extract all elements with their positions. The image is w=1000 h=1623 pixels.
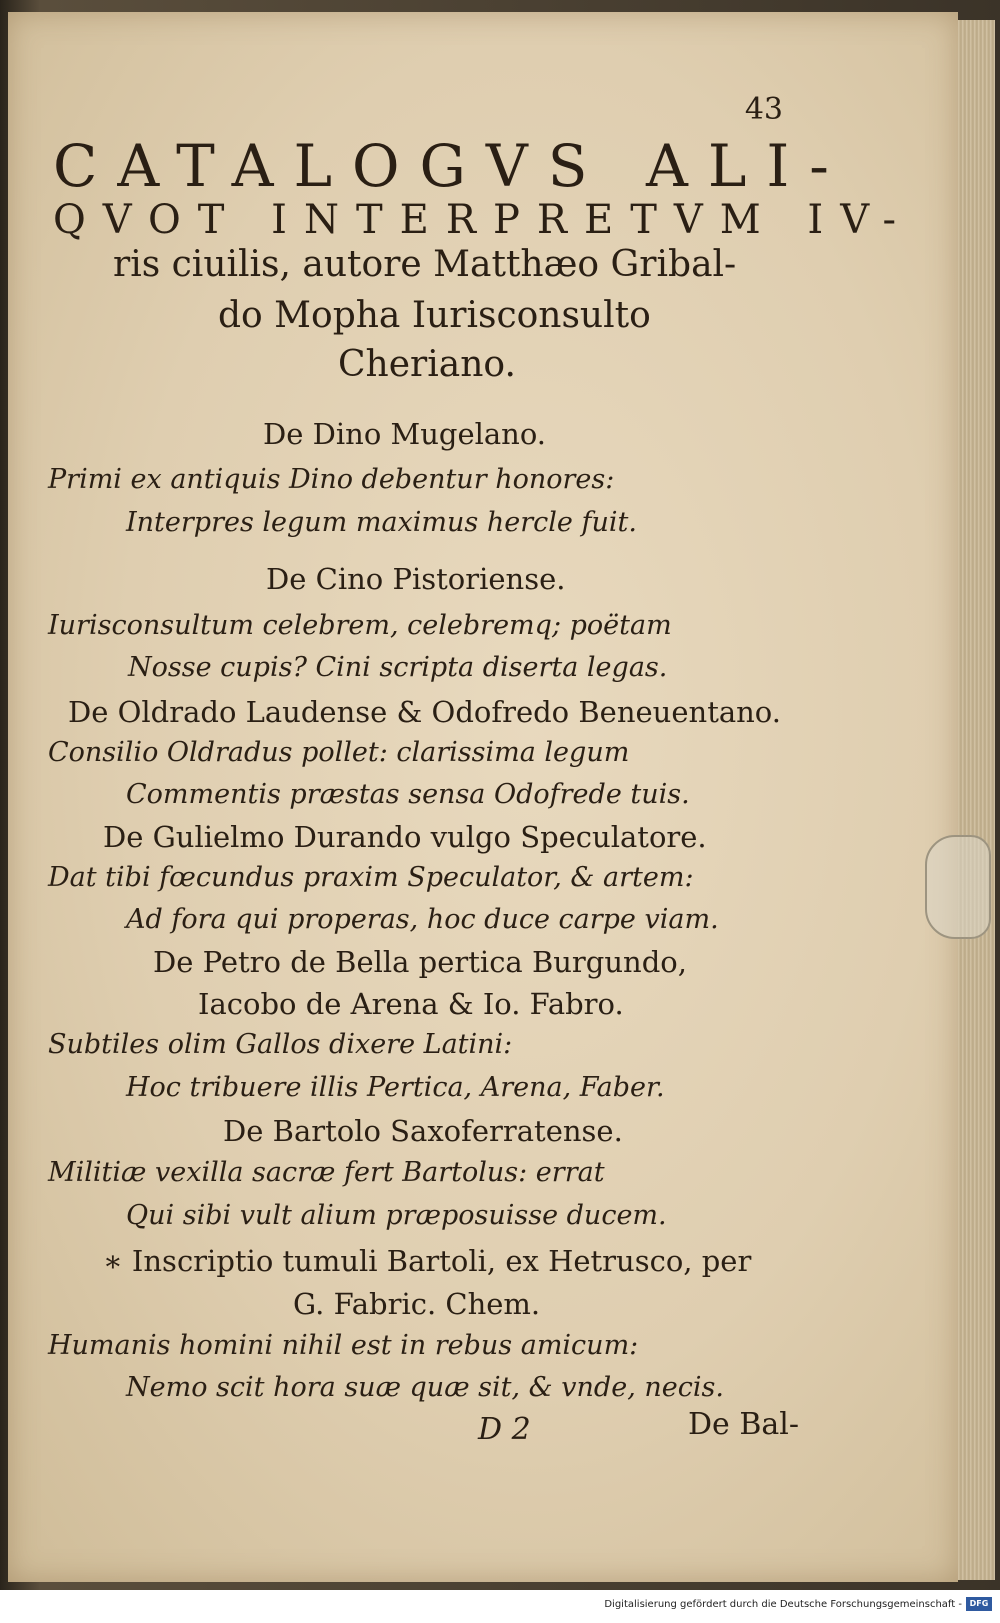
verse-line: Interpres legum maximus hercle fuit.	[126, 507, 637, 538]
verse-line: Dat tibi fœcundus praxim Speculator, & artem:	[48, 862, 694, 893]
title-line-3: ris ciuilis, autore Matthæo Gribal-	[113, 244, 737, 285]
section-heading: De Petro de Bella pertica Burgundo,	[153, 945, 687, 979]
verse-line: Subtiles olim Gallos dixere Latini:	[48, 1029, 513, 1060]
section-heading: G. Fabric. Chem.	[293, 1287, 541, 1321]
footer-bar	[0, 1590, 1000, 1623]
title-line-1: CATALOGVS ALI-	[53, 132, 849, 200]
verse-line: Qui sibi vult alium præposuisse ducem.	[126, 1200, 667, 1231]
catchword: De Bal-	[688, 1407, 800, 1442]
verse-line: Humanis homini nihil est in rebus amicum:	[48, 1330, 639, 1361]
section-heading: De Oldrado Laudense & Odofredo Beneuentano.	[68, 695, 781, 729]
dfg-logo: DFG	[966, 1597, 992, 1611]
page-number: 43	[744, 92, 783, 127]
title-line-5: Cheriano.	[338, 344, 516, 385]
section-heading: De Dino Mugelano.	[263, 417, 547, 451]
title-line-2: QVOT INTERPRETVM IV-	[53, 197, 913, 243]
verse-line: Nemo scit hora suæ quæ sit, & vnde, necis.	[126, 1372, 724, 1403]
verse-line: Ad fora qui properas, hoc duce carpe viam.	[126, 904, 719, 935]
footer-credit: Digitalisierung gefördert durch die Deutsche Forschungsgemeinschaft -	[604, 1599, 962, 1610]
section-heading: De Cino Pistoriense.	[266, 562, 566, 596]
section-heading: ∗ Inscriptio tumuli Bartoli, ex Hetrusco, per	[103, 1244, 752, 1278]
verse-line: Iurisconsultum celebrem, celebremq; poëtam	[48, 610, 672, 641]
page-clip	[925, 835, 991, 939]
page-edges	[955, 20, 995, 1580]
title-line-4: do Mopha Iurisconsulto	[218, 295, 651, 336]
verse-line: Consilio Oldradus pollet: clarissima legum	[48, 737, 630, 768]
verse-line: Hoc tribuere illis Pertica, Arena, Faber.	[126, 1072, 665, 1103]
verse-line: Militiæ vexilla sacræ fert Bartolus: errat	[48, 1157, 605, 1188]
verse-line: Commentis præstas sensa Odofrede tuis.	[126, 779, 690, 810]
verse-line: Primi ex antiquis Dino debentur honores:	[48, 464, 615, 495]
section-heading: De Gulielmo Durando vulgo Speculatore.	[103, 820, 707, 854]
signature-mark: D 2	[478, 1412, 531, 1447]
verse-line: Nosse cupis? Cini scripta diserta legas.	[128, 652, 668, 683]
section-heading: Iacobo de Arena & Io. Fabro.	[198, 987, 624, 1021]
section-heading: De Bartolo Saxoferratense.	[223, 1114, 623, 1148]
book-page	[8, 12, 958, 1582]
